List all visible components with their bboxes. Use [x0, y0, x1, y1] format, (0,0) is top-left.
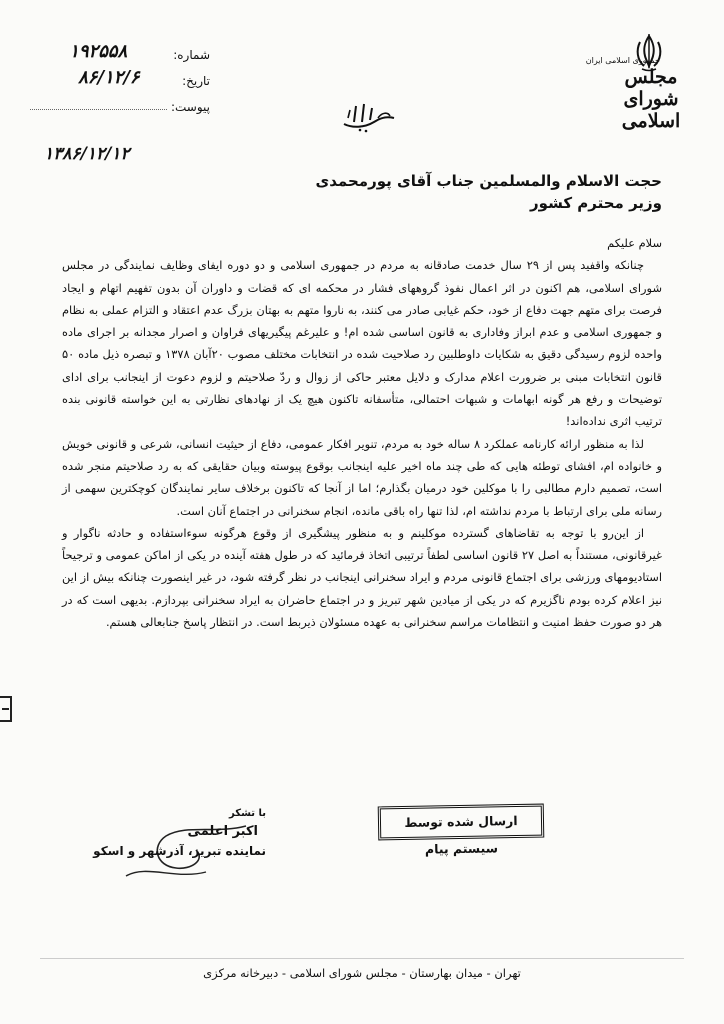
attachment-label: پیوست:	[170, 100, 210, 114]
recipient-name: حجت الاسلام والمسلمین جناب آقای پورمحمدی	[315, 172, 662, 190]
body-paragraph: چنانکه واقفید پس از ۲۹ سال خدمت صادقانه به مردم در جمهوری اسلامی و دو دوره ایفای وظایف نمایندگی در مجلس شورای اسلامی، هم اکنون در اثر اعمال نفوذ گروههای فشار در محکمه ای که قضات و داوران آن بدون تفهیم اتهام و ایجاد فرصت برای متهم جهت دفاع از خود، حکم غیابی صادر می کنند، به ناروا متهم به بهتان بزرگ عدم اعتقاد و التزام عملی به نظام و جمهوری اسلامی و عدم ابراز وفاداری به قانون اساسی شده ام! و علیرغم پیگیریهای فراوان و اصرار مجدانه بر اجرای ماده واحده لزوم رسیدگی دقیق به شکایات داوطلبین رد صلاحیت شده در انتخابات مختلف مصوب ۲۰آبان ۱۳۷۸ و تبصره ذیل ماده ۵۰ قانون انتخابات مبنی بر ضرورت اعلام مدارک و دلایل معتبر حاکی از زوال و ردّ صلاحیتم و لزوم دعوت از اینجانب برای ادای توضیحات و رفع هر گونه ابهامات و شبهات احتمالی، متأسفانه تاکنون هیچ یک از نهادهای نظارتی به این خواسته قانونی بنده ترتیب اثری نداده‌اند!	[62, 258, 662, 429]
body-paragraph: لذا به منظور ارائه کارنامه عملکرد ۸ ساله خود به مردم، تنویر افکار عمومی، دفاع از حیثیت انسانی، شرعی و قانونی خویش و خانواده ام، افشای توطئه هایی که طی چند ماه اخیر علیه اینجانب بوقوع پیوسته وبیان حقایقی که به رد صلاحیتم منجر شده است، تصمیم دارم مطالبی را با موکلین خود درمیان بگذارم؛ اما از آنجا که تاکنون برخلاف سایر نمایندگان کوچکترین سهمی از رسانه ملی برای ارتباط با مردم نداشته ام، لذا تنها راه باقی مانده، انجام سخنرانی در اجتماع آنان است.	[62, 436, 662, 518]
recipient-title: وزیر محترم کشور	[530, 194, 662, 212]
footer-address: تهران - میدان بهارستان - مجلس شورای اسلامی - دبیرخانه مرکزی	[203, 966, 521, 980]
parliament-logotype: مجلس شورای اسلامی	[621, 66, 681, 132]
date-label: تاریخ:	[182, 74, 210, 88]
binder-edge-mark-icon	[0, 696, 12, 722]
recipient-salutation	[242, 170, 662, 214]
body-paragraph: از این‌رو با توجه به تقاضاهای گسترده موکلینم و به منظور پیشگیری از وقوع هرگونه سوءاستفاده و حادثه ناگوار و غیرقانونی، مستنداً به اصل ۲۷ قانون اساسی لطفاً ترتیبی اتخاذ فرمائید که در طول هفته آینده در یکی از اماکن عمومی و ترجیحاً استادیومهای ورزشی برای اجتماع قانونی مردم و ایراد سخنرانی اینجانب در نظر گرفته شود، در غیر اینصورت چنانکه بیش از این نیز اعلام کرده بودم ناگزیرم که در یکی از میادین شهر تبریز و در اجتماع حاضران به ایراد سخنرانی بپردازم. بدیهی است که در هر دو صورت حفظ امنیت و انتظامات مراسم سخنرانی به عهده مسئولان ذیربط است. در انتظار پاسخ جنابعالی هستم.	[62, 525, 663, 630]
bismillah-calligraphy	[340, 98, 398, 134]
signatory-name: اکبر اعلمی	[187, 824, 258, 839]
sent-via-system-stamp: ارسال شده توسط سیستم پیام	[378, 804, 545, 841]
signature-closing: با تشکر	[229, 808, 266, 819]
number-row	[30, 36, 210, 62]
attachment-line	[30, 108, 167, 110]
greeting: سلام علیکم	[607, 236, 662, 250]
bismillah-mark-icon	[340, 98, 398, 134]
letter-body	[62, 232, 662, 633]
number-value: ۱۹۲۵۵۸	[69, 41, 128, 62]
number-label: شماره:	[173, 48, 210, 62]
signature-block	[93, 806, 266, 886]
date-value: ۸۶/۱۲/۶	[78, 67, 140, 88]
logo-subtitle: جمهوری اسلامی ایران	[585, 56, 660, 65]
date-row	[30, 62, 210, 88]
attachment-row	[30, 88, 210, 114]
handwritten-date: ۱۳۸۶/۱۲/۱۲	[44, 144, 130, 164]
signatory-title: نماینده تبریز، آذرشهر و اسکو	[93, 844, 266, 858]
letter-meta	[30, 36, 210, 114]
footer-divider	[40, 958, 684, 959]
